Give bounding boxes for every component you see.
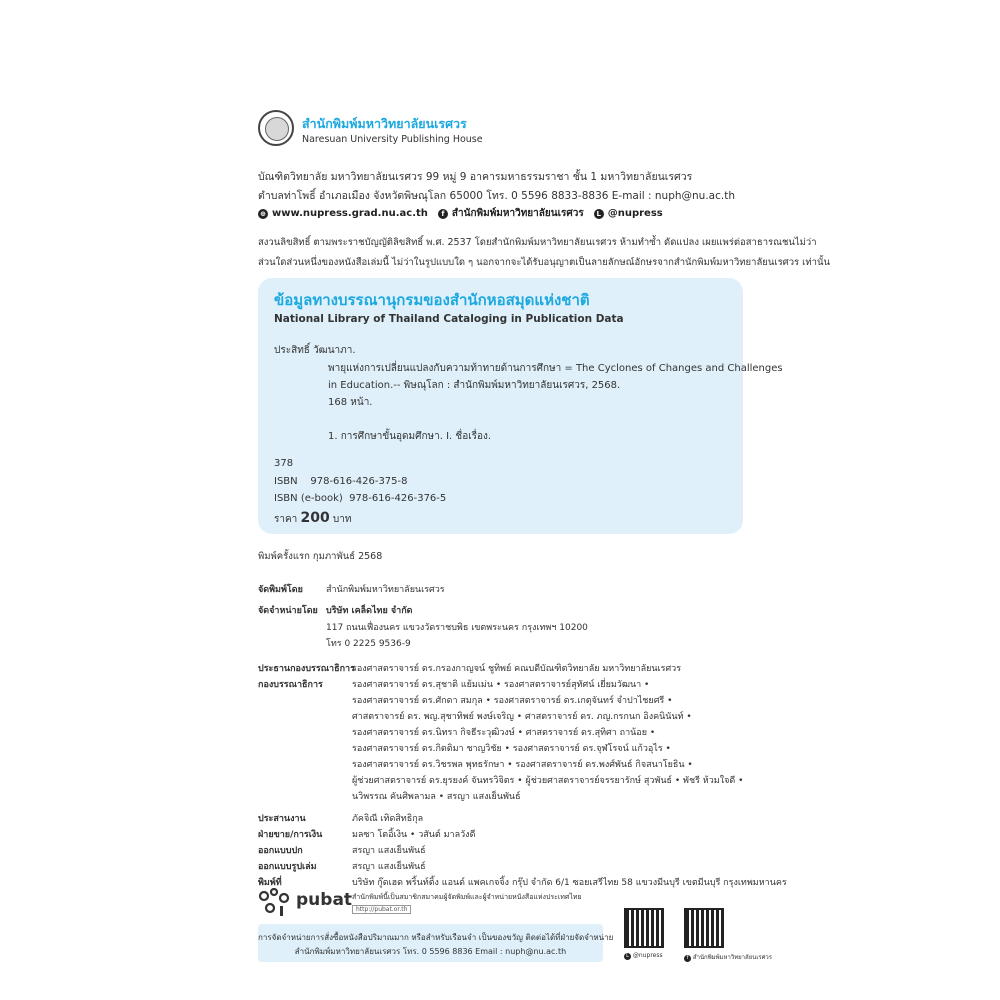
- copyright-line-2: ส่วนใดส่วนหนึ่งของหนังสือเล่มนี้ ไม่ว่าในรูปแบบใด ๆ นอกจากจะได้รับอนุญาตเป็นลายลักษณ์อักษรจากสำนักพิมพ์มหาวิทยาลัยนเรศวร เท่านั้น: [258, 257, 830, 268]
- pubat-member-note: สำนักพิมพ์นี้เป็นสมาชิกสมาคมผู้จัดพิมพ์และผู้จำหน่ายหนังสือแห่งประเทศไทย: [352, 893, 582, 901]
- publisher-name-th: สำนักพิมพ์มหาวิทยาลัยนเรศวร: [302, 116, 467, 131]
- pubat-wordmark: pubat: [296, 890, 353, 910]
- board-line-1: รองศาสตราจารย์ ดร.สุชาติ แย้มเม่น • รองศาสตราจารย์สุทัศน์ เยี่ยมวัฒนา •: [352, 680, 650, 690]
- edition-note: พิมพ์ครั้งแรก กุมภาพันธ์ 2568: [258, 551, 383, 562]
- board-line-7: ผู้ช่วยศาสตราจารย์ ดร.ยุรยงค์ จันทรวิจิตร • ผู้ช่วยศาสตราจารย์จรรยารักษ์ สุวพันธ์ • พัชรี ห้วมใจดี •: [352, 776, 744, 786]
- layout-value: สรญา แสงเย็นพันธ์: [352, 862, 426, 872]
- cip-pages: 168 หน้า.: [328, 397, 373, 408]
- globe-icon: ⊕: [258, 209, 268, 219]
- isbn-value: 978-616-426-375-8: [310, 476, 408, 487]
- printer-value: บริษัท กู๊ดเฮด พริ้นท์ติ้ง แอนด์ แพคเกจจิ้ง กรุ๊ป จำกัด 6/1 ซอยเสรีไทย 58 แขวงมีนบุรี เขตมีนบุรี กรุงเทพมหานคร: [352, 878, 787, 888]
- isbn-row: [274, 476, 408, 487]
- distributor-name: บริษัท เคล็ดไทย จำกัด: [326, 606, 413, 616]
- board-line-2: รองศาสตราจารย์ ดร.ศักดา สมกุล • รองศาสตราจารย์ ดร.เกตุจันทร์ จำปาไชยศรี •: [352, 696, 673, 706]
- price-suffix: บาท: [332, 514, 352, 525]
- facebook-icon: f: [684, 955, 691, 962]
- pubat-url[interactable]: http://pubat.or.th: [352, 905, 411, 914]
- published-by-value: สำนักพิมพ์มหาวิทยาลัยนเรศวร: [326, 585, 445, 595]
- board-line-4: รองศาสตราจารย์ ดร.นิทรา กิจธีระวุฒิวงษ์ • ศาสตราจารย์ ดร.สุทิศา ถาน้อย •: [352, 728, 656, 738]
- cip-title-th: ข้อมูลทางบรรณานุกรมของสำนักหอสมุดแห่งชาติ: [274, 291, 590, 309]
- board-line-3: ศาสตราจารย์ ดร. พญ.สุชาทิพย์ พงษ์เจริญ • ศาสตราจารย์ ดร. ภญ.กรกนก อิงคนินันท์ •: [352, 712, 692, 722]
- university-seal-logo: [258, 110, 294, 146]
- printer-label: พิมพ์ที่: [258, 878, 282, 888]
- copyright-line-1: สงวนลิขสิทธิ์ ตามพระราชบัญญัติลิขสิทธิ์ พ.ศ. 2537 โดยสำนักพิมพ์มหาวิทยาลัยนเรศวร ห้ามทำซ้ำ ดัดแปลง เผยแพร่ต่อสาธารณชนไม่ว่า: [258, 237, 817, 248]
- coordinator-value: ภัคจิณี เทิดสิทธิกุล: [352, 814, 424, 824]
- price-row: [274, 510, 351, 527]
- cip-title-line-2: in Education.-- พิษณุโลก : สำนักพิมพ์มหาวิทยาลัยนเรศวร, 2568.: [328, 380, 621, 391]
- cover-label: ออกแบบปก: [258, 846, 303, 856]
- address-line-2: ตำบลท่าโพธิ์ อำเภอเมือง จังหวัดพิษณุโลก 65000 โทร. 0 5596 8833-8836 E-mail : nuph@nu.ac.th: [258, 190, 735, 202]
- layout-label: ออกแบบรูปเล่ม: [258, 862, 317, 872]
- distributor-address: 117 ถนนเฟื่องนคร แขวงวัดราชบพิธ เขตพระนคร กรุงเทพฯ 10200: [326, 623, 588, 633]
- line-icon: L: [594, 209, 604, 219]
- isbn-ebook-value: 978-616-426-376-5: [349, 493, 447, 504]
- website-link[interactable]: www.nupress.grad.nu.ac.th: [272, 208, 428, 219]
- sales-label: ฝ่ายขาย/การเงิน: [258, 830, 323, 840]
- cip-class-number: 378: [274, 458, 294, 469]
- sales-value: มลซา โตอิ้เงิน • วสันต์ มาลวังดี: [352, 830, 476, 840]
- board-line-8: นวิพรรณ คันศิพลามล • สรญา แสงเย็นพันธ์: [352, 792, 521, 802]
- pubat-logo: [258, 888, 294, 918]
- board-line-5: รองศาสตราจารย์ ดร.กิตติมา ชาญวิชัย • รองศาสตราจารย์ ดร.จุฬโรจน์ แก้วอุไร •: [352, 744, 671, 754]
- qr-label-facebook-text: สำนักพิมพ์มหาวิทยาลัยนเรศวร: [692, 954, 773, 961]
- cip-subject: 1. การศึกษาขั้นอุดมศึกษา. I. ชื่อเรื่อง.: [328, 431, 492, 442]
- price-prefix: ราคา: [274, 514, 298, 525]
- board-line-6: รองศาสตราจารย์ ดร.วิชรพล พุทธรักษา • รองศาสตราจารย์ ดร.พงศ์พันธ์ กิจสนาโยธิน •: [352, 760, 693, 770]
- qr-label-line-text: @nupress: [632, 952, 663, 959]
- cip-title-en: National Library of Thailand Cataloging in Publication Data: [274, 313, 624, 325]
- price-value: 200: [300, 510, 330, 526]
- qr-label-facebook: [684, 952, 772, 962]
- isbn-ebook-row: [274, 493, 446, 504]
- qr-code-line[interactable]: [624, 908, 664, 948]
- address-line-1: บัณฑิตวิทยาลัย มหาวิทยาลัยนเรศวร 99 หมู่ 9 อาคารมหาธรรมราชา ชั้น 1 มหาวิทยาลัยนเรศวร: [258, 171, 693, 183]
- chair-value: รองศาสตราจารย์ ดร.กรองกาญจน์ ชูทิพย์ คณบดีบัณฑิตวิทยาลัย มหาวิทยาลัยนเรศวร: [352, 664, 682, 674]
- published-by-label: จัดพิมพ์โดย: [258, 585, 303, 595]
- social-links: [258, 206, 663, 221]
- cip-author: ประสิทธิ์ วัฒนาภา.: [274, 345, 356, 356]
- board-label: กองบรรณาธิการ: [258, 680, 323, 690]
- cip-title-line-1: พายุแห่งการเปลี่ยนแปลงกับความท้าทายด้านการศึกษา = The Cyclones of Changes and Challenges: [328, 363, 783, 374]
- facebook-icon: f: [438, 209, 448, 219]
- isbn-label: ISBN: [274, 476, 298, 487]
- isbn-ebook-label: ISBN (e-book): [274, 493, 343, 504]
- line-icon: L: [624, 953, 631, 960]
- bulk-order-line-1: การจัดจำหน่ายการสั่งซื้อหนังสือปริมาณมาก หรือสำหรับเรือนจำ เป็นของขวัญ ติดต่อได้ที่ฝ่ายจัดจำหน่าย: [258, 933, 614, 942]
- publisher-name-en: Naresuan University Publishing House: [302, 134, 483, 145]
- bulk-order-line-2: สำนักพิมพ์มหาวิทยาลัยนเรศวร โทร. 0 5596 8836 Email : nuph@nu.ac.th: [294, 947, 567, 956]
- facebook-link[interactable]: สำนักพิมพ์มหาวิทยาลัยนเรศวร: [451, 208, 584, 219]
- line-link[interactable]: @nupress: [607, 208, 663, 219]
- distributed-by-label: จัดจำหน่ายโดย: [258, 606, 318, 616]
- qr-code-facebook[interactable]: [684, 908, 724, 948]
- qr-label-line: [624, 952, 663, 960]
- coordinator-label: ประสานงาน: [258, 814, 306, 824]
- chair-label: ประธานกองบรรณาธิการ: [258, 664, 355, 674]
- distributor-tel: โทร 0 2225 9536-9: [326, 639, 411, 649]
- cover-value: สรญา แสงเย็นพันธ์: [352, 846, 426, 856]
